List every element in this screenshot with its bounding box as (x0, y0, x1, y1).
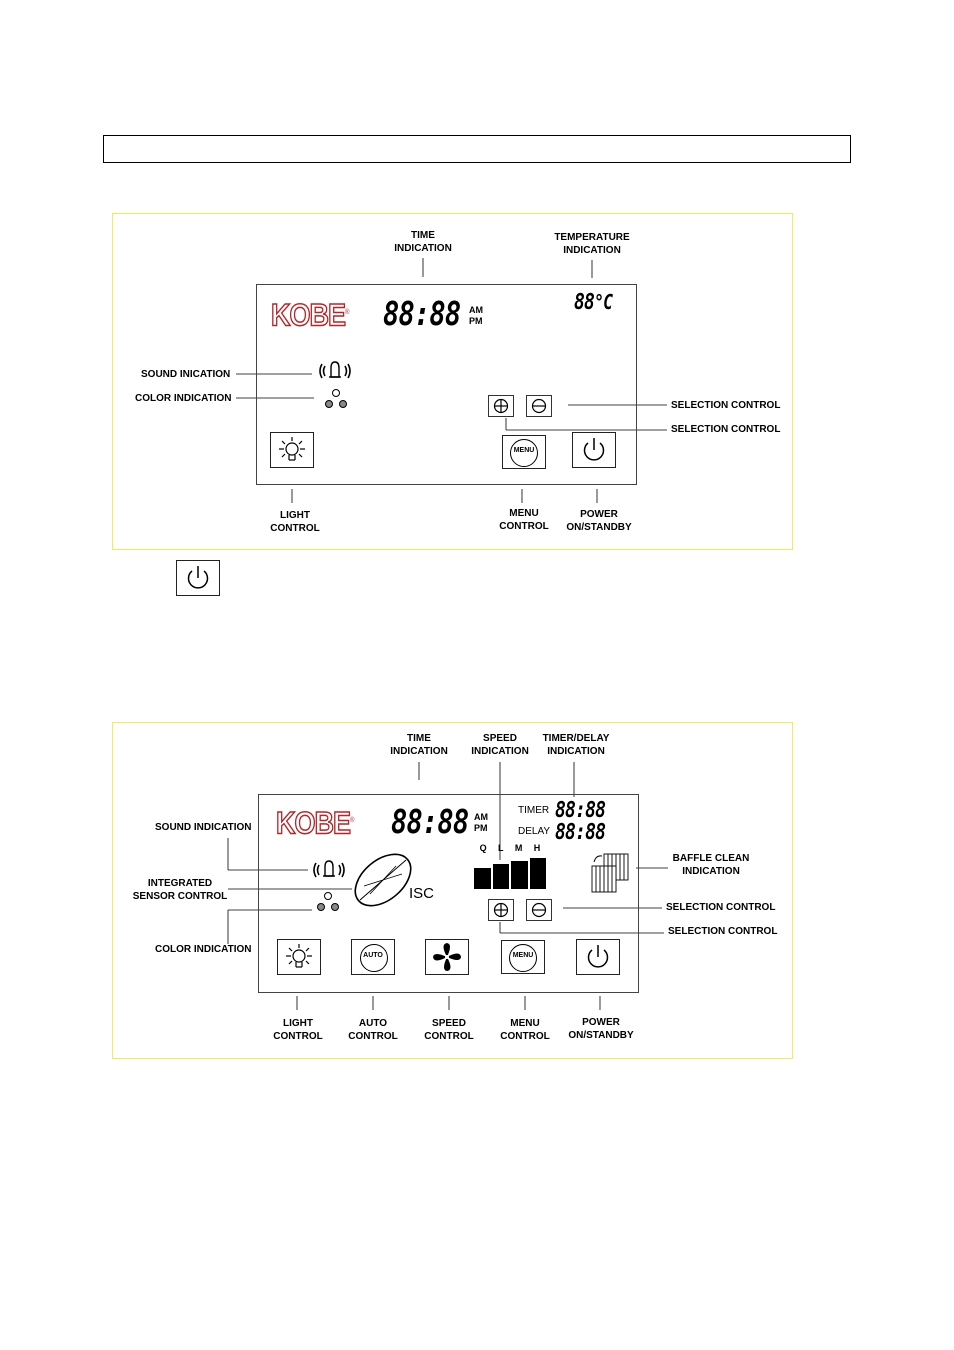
label-power-standby-2: POWER ON/STANDBY (568, 1017, 634, 1041)
speed-level-m: M (514, 843, 523, 853)
speed-level-q: Q (479, 843, 487, 853)
label-selection-control-1a: SELECTION CONTROL (671, 400, 781, 411)
time-display: 88:88 (391, 802, 469, 841)
am-pm-indicator: AM PM (474, 812, 488, 833)
label-speed-indication: SPEED INDICATION (471, 733, 529, 757)
label-sound-indication-2: SOUND INDICATION (155, 822, 252, 833)
speed-bar-m (511, 861, 528, 889)
power-button[interactable] (576, 939, 620, 975)
plus-icon (489, 900, 513, 920)
power-icon (177, 561, 219, 595)
time-display: 88:88 (383, 294, 461, 333)
minus-icon (527, 396, 551, 416)
am-pm-indicator: AM PM (469, 305, 483, 326)
power-icon-standalone (176, 560, 220, 596)
delay-display: 88:88 (555, 820, 606, 845)
speed-button[interactable] (425, 939, 469, 975)
bulb-icon (278, 940, 320, 974)
label-color-indication-2: COLOR INDICATION (155, 944, 252, 955)
fan-icon (426, 940, 468, 974)
baffle-icon (590, 852, 630, 894)
minus-button[interactable] (526, 395, 552, 417)
speed-level-l: L (498, 843, 504, 853)
timer-label: TIMER (518, 805, 550, 816)
color-dots-icon (322, 388, 350, 410)
plus-icon (489, 396, 513, 416)
power-icon (577, 940, 619, 974)
bell-icon (312, 858, 346, 882)
label-speed-control: SPEED CONTROL (424, 1018, 474, 1042)
menu-button-text: MENU (513, 447, 535, 454)
auto-button-text: AUTO (363, 952, 383, 959)
label-menu-control-1: MENU CONTROL (499, 508, 549, 532)
light-button[interactable] (277, 939, 321, 975)
minus-button[interactable] (526, 899, 552, 921)
label-menu-control-2: MENU CONTROL (500, 1018, 550, 1042)
label-temperature-indication: TEMPERATURE INDICATION (554, 232, 630, 256)
label-power-standby-1: POWER ON/STANDBY (566, 509, 632, 533)
label-time-indication-2: TIME INDICATION (390, 733, 448, 757)
bulb-icon (271, 433, 313, 467)
speed-bars (474, 858, 546, 889)
label-light-control-1: LIGHT CONTROL (270, 510, 320, 534)
power-button[interactable] (572, 432, 616, 468)
light-button[interactable] (270, 432, 314, 468)
power-icon (573, 433, 615, 467)
bell-icon (318, 359, 352, 383)
menu-button-text: MENU (512, 952, 534, 959)
menu-button[interactable] (502, 435, 546, 469)
isc-oval-icon (350, 850, 416, 910)
timer-display: 88:88 (555, 798, 606, 823)
label-auto-control: AUTO CONTROL (348, 1018, 398, 1042)
auto-button[interactable] (351, 939, 395, 975)
speed-bar-q (474, 868, 491, 889)
plus-button[interactable] (488, 395, 514, 417)
label-sound-indication-1: SOUND INICATION (141, 369, 231, 380)
label-baffle-clean-indication: BAFFLE CLEAN INDICATION (672, 853, 750, 877)
label-color-indication-1: COLOR INDICATION (135, 393, 232, 404)
speed-level-labels (474, 843, 546, 853)
kobe-logo: KOBE® (276, 805, 354, 841)
speed-level-h: H (533, 843, 541, 853)
label-selection-control-2b: SELECTION CONTROL (668, 926, 778, 937)
plus-button[interactable] (488, 899, 514, 921)
label-timer-delay-indication: TIMER/DELAY INDICATION (542, 733, 610, 757)
speed-bar-l (493, 864, 510, 889)
temperature-display: 88°C (574, 290, 613, 315)
label-selection-control-2a: SELECTION CONTROL (666, 902, 776, 913)
color-dots-icon (314, 891, 342, 913)
kobe-logo: KOBE® (271, 297, 349, 333)
label-selection-control-1b: SELECTION CONTROL (671, 424, 781, 435)
label-light-control-2: LIGHT CONTROL (273, 1018, 323, 1042)
minus-icon (527, 900, 551, 920)
isc-label: ISC (409, 885, 435, 902)
label-time-indication-1: TIME INDICATION (394, 230, 452, 254)
menu-button[interactable] (501, 940, 545, 974)
delay-label: DELAY (518, 826, 551, 837)
label-integrated-sensor-control: INTEGRATED SENSOR CONTROL (132, 878, 228, 902)
speed-bar-h (530, 858, 547, 889)
